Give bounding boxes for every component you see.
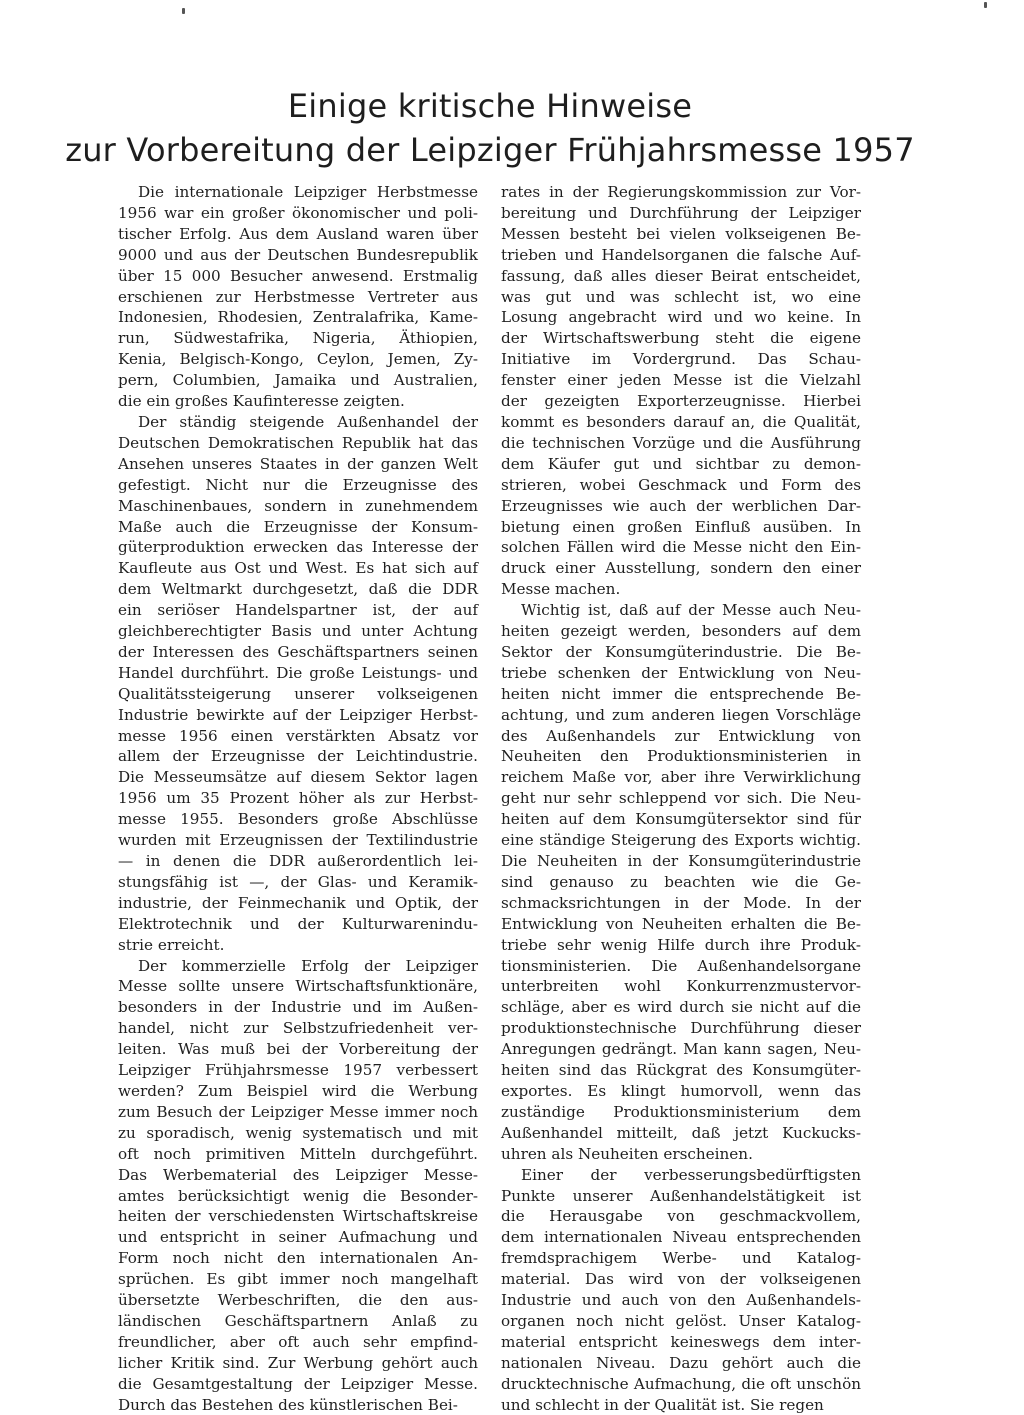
text-line: des Außenhandels zur Entwicklung von <box>501 726 861 745</box>
text-line: material entspricht keineswegs dem inter- <box>501 1332 861 1351</box>
text-line: Losung angebracht wird und wo keine. In <box>501 308 861 327</box>
text-line: heiten auf dem Konsumgütersektor sind für <box>501 810 861 829</box>
text-line: heiten sind das Rückgrat des Konsumgüter- <box>501 1061 861 1080</box>
text-line: Punkte unserer Außenhandelstätigkeit ist <box>501 1186 861 1205</box>
text-line: Initiative im Vordergrund. Das Schau- <box>501 350 861 369</box>
text-line: Anregungen gedrängt. Man kann sagen, Neu- <box>501 1040 861 1059</box>
text-line: exportes. Es klingt humorvoll, wenn das <box>501 1081 861 1100</box>
text-line: druck einer Ausstellung, sondern den einer <box>501 559 861 578</box>
text-line: werden? Zum Beispiel wird die Werbung <box>118 1081 478 1100</box>
text-line: Wichtig ist, daß auf der Messe auch Neu- <box>521 601 861 620</box>
text-line: geht nur sehr schleppend vor sich. Die Neu- <box>501 789 861 808</box>
text-line: freundlicher, aber oft auch sehr empfind- <box>118 1332 478 1351</box>
text-line: Maße auch die Erzeugnisse der Konsum- <box>118 517 478 536</box>
paragraph <box>501 1165 861 1415</box>
text-line: dem Weltmarkt durchgesetzt, daß die DDR <box>118 580 478 599</box>
text-line: messe 1955. Besonders große Abschlüsse <box>118 810 478 829</box>
text-line: schmacksrichtungen in der Mode. In der <box>501 893 861 912</box>
text-line: gleichberechtigter Basis und unter Achtung <box>118 622 478 641</box>
text-line: licher Kritik sind. Zur Werbung gehört auch <box>118 1353 478 1372</box>
text-line: übersetzte Werbeschriften, die den aus- <box>118 1291 478 1310</box>
text-line: zuständige Produktionsministerium dem <box>501 1102 861 1121</box>
text-line: drucktechnische Aufmachung, die oft unschön <box>501 1374 861 1393</box>
text-line: sprüchen. Es gibt immer noch mangelhaft <box>118 1270 478 1289</box>
paragraph <box>118 412 478 956</box>
text-line: Außenhandel mitteilt, daß jetzt Kuckucks- <box>501 1123 861 1142</box>
title-line-2: zur Vorbereitung der Leipziger Frühjahrsmesse 1957 <box>65 131 915 169</box>
paragraph <box>501 182 861 600</box>
text-line: Industrie bewirkte auf der Leipziger Herbst- <box>118 705 478 724</box>
text-line: zu sporadisch, wenig systematisch und mit <box>118 1123 478 1142</box>
text-line: material. Das wird von der volkseigenen <box>501 1270 861 1289</box>
text-line: fremdsprachigem Werbe- und Katalog- <box>501 1249 861 1268</box>
article-title <box>0 84 980 172</box>
text-line: dem Käufer gut und sichtbar zu demon- <box>501 454 861 473</box>
text-line: die technischen Vorzüge und die Ausführung <box>501 433 861 452</box>
text-line: Kenia, Belgisch-Kongo, Ceylon, Jemen, Zy- <box>118 350 478 369</box>
text-line: Industrie und auch von den Außenhandels- <box>501 1291 861 1310</box>
text-line: 1956 war ein großer ökonomischer und poli- <box>118 203 478 222</box>
text-line: Maschinenbaues, sondern in zunehmendem <box>118 496 478 515</box>
text-line: tionsministerien. Die Außenhandelsorgane <box>501 956 861 975</box>
text-line: leiten. Was muß bei der Vorbereitung der <box>118 1040 478 1059</box>
text-line: reichem Maße vor, aber ihre Verwirklichung <box>501 768 861 787</box>
text-line: Messe sollte unsere Wirtschaftsfunktionäre, <box>118 977 478 996</box>
title-line-1: Einige kritische Hinweise <box>287 87 693 125</box>
text-line: güterproduktion erwecken das Interesse der <box>118 538 478 557</box>
paragraph <box>118 182 478 412</box>
text-line: die Gesamtgestaltung der Leipziger Messe. <box>118 1374 478 1393</box>
text-line: stungsfähig ist —, der Glas- und Keramik- <box>118 872 478 891</box>
text-line: uhren als Neuheiten erscheinen. <box>501 1144 753 1163</box>
text-line: Messe machen. <box>501 580 621 599</box>
text-line: handel, nicht zur Selbstzufriedenheit ver- <box>118 1019 478 1038</box>
text-line: ländischen Geschäftspartnern Anlaß zu <box>118 1311 478 1330</box>
text-line: der Interessen des Geschäftspartners seinen <box>118 642 478 661</box>
text-line: strieren, wobei Geschmack und Form des <box>501 475 861 494</box>
text-line: bietung einen großen Einfluß ausüben. In <box>501 517 861 536</box>
text-line: was gut und was schlecht ist, wo eine <box>501 287 861 306</box>
text-line: der Wirtschaftswerbung steht die eigene <box>501 329 861 348</box>
paragraph <box>118 956 478 1415</box>
text-line: trieben und Handelsorganen die falsche Auf- <box>501 245 861 264</box>
text-line: schläge, aber es wird durch sie nicht auf die <box>501 998 861 1017</box>
text-line: dem internationalen Niveau entsprechenden <box>501 1228 861 1247</box>
text-line: bereitung und Durchführung der Leipziger <box>501 203 861 222</box>
text-line: rates in der Regierungskommission zur Vor- <box>501 183 861 201</box>
text-line: nationalen Niveau. Dazu gehört auch die <box>501 1353 861 1372</box>
text-line: run, Südwestafrika, Nigeria, Äthiopien, <box>118 329 478 348</box>
right-column <box>501 182 861 1415</box>
text-line: Das Werbematerial des Leipziger Messe- <box>118 1165 478 1184</box>
text-line: Kaufleute aus Ost und West. Es hat sich auf <box>118 559 478 578</box>
text-line: die Herausgabe von geschmackvollem, <box>501 1207 861 1226</box>
text-line: triebe sehr wenig Hilfe durch ihre Produk- <box>501 935 861 954</box>
text-line: und entspricht in seiner Aufmachung und <box>118 1228 478 1247</box>
text-line: Deutschen Demokratischen Republik hat das <box>118 433 478 452</box>
text-line: organen noch nicht gelöst. Unser Katalog- <box>501 1311 861 1330</box>
text-line: Die internationale Leipziger Herbstmesse <box>138 183 478 201</box>
text-line: gefestigt. Nicht nur die Erzeugnisse des <box>118 475 478 494</box>
text-line: Durch das Bestehen des künstlerischen Bei- <box>118 1395 458 1414</box>
text-line: 1956 um 35 Prozent höher als zur Herbst- <box>118 789 478 808</box>
text-line: produktionstechnische Durchführung dieser <box>501 1019 861 1038</box>
text-line: Entwicklung von Neuheiten erhalten die Be- <box>501 914 861 933</box>
text-line: fassung, daß alles dieser Beirat entscheidet, <box>501 266 861 285</box>
text-line: Qualitätssteigerung unserer volkseigenen <box>118 684 478 703</box>
text-line: strie erreicht. <box>118 935 225 954</box>
text-line: Die Neuheiten in der Konsumgüterindustrie <box>501 852 861 870</box>
text-line: wurden mit Erzeugnissen der Textilindustrie <box>118 831 478 850</box>
text-line: amtes berücksichtigt wenig die Besonder- <box>118 1186 478 1205</box>
text-line: Die Messeumsätze auf diesem Sektor lagen <box>118 768 478 787</box>
text-line: Der kommerzielle Erfolg der Leipziger <box>138 956 478 975</box>
text-line: Einer der verbesserungsbedürftigsten <box>521 1165 861 1184</box>
scan-speck <box>984 2 987 8</box>
text-line: der gezeigten Exporterzeugnisse. Hierbei <box>501 392 861 411</box>
left-column <box>118 182 478 1415</box>
text-line: unterbreiten wohl Konkurrenzmustervor- <box>501 977 861 996</box>
text-line: industrie, der Feinmechanik und Optik, der <box>118 893 478 912</box>
text-line: heiten nicht immer die entsprechende Be- <box>501 684 861 703</box>
text-line: heiten der verschiedensten Wirtschaftskreise <box>118 1207 478 1226</box>
text-line: Leipziger Frühjahrsmesse 1957 verbessert <box>118 1061 478 1080</box>
text-line: 9000 und aus der Deutschen Bundesrepublik <box>118 245 478 264</box>
text-line: Erzeugnisses wie auch der werblichen Dar- <box>501 496 861 515</box>
text-line: besonders in der Industrie und im Außen- <box>118 998 478 1017</box>
paragraph <box>501 600 861 1164</box>
text-line: Messen besteht bei vielen volkseigenen Be- <box>501 224 861 243</box>
text-line: Indonesien, Rhodesien, Zentralafrika, Kame- <box>118 308 478 327</box>
text-line: Neuheiten den Produktionsministerien in <box>501 747 861 766</box>
text-line: allem der Erzeugnisse der Leichtindustrie. <box>118 747 478 766</box>
text-line: sind genauso zu beachten wie die Ge- <box>501 872 861 891</box>
scan-speck <box>182 8 185 14</box>
text-line: und schlecht in der Qualität ist. Sie regen <box>501 1395 824 1414</box>
text-line: ein seriöser Handelspartner ist, der auf <box>118 601 478 620</box>
text-line: die ein großes Kaufinteresse zeigten. <box>118 392 405 411</box>
text-line: eine ständige Steigerung des Exports wichtig. <box>501 831 861 850</box>
text-line: Sektor der Konsumgüterindustrie. Die Be- <box>501 642 861 661</box>
text-line: Ansehen unseres Staates in der ganzen Welt <box>118 454 478 473</box>
text-line: achtung, und zum anderen liegen Vorschläge <box>501 705 861 724</box>
text-line: solchen Fällen wird die Messe nicht den Ein- <box>501 538 861 557</box>
text-line: oft noch primitiven Mitteln durchgeführt. <box>118 1144 478 1163</box>
text-line: triebe schenken der Entwicklung von Neu- <box>501 663 861 682</box>
text-line: heiten gezeigt werden, besonders auf dem <box>501 622 861 641</box>
text-line: Elektrotechnik und der Kulturwarenindu- <box>118 914 478 933</box>
text-line: — in denen die DDR außerordentlich lei- <box>118 852 478 870</box>
text-line: Form noch nicht den internationalen An- <box>118 1249 478 1268</box>
text-line: über 15 000 Besucher anwesend. Erstmalig <box>118 266 478 285</box>
text-line: Handel durchführt. Die große Leistungs- und <box>118 663 478 682</box>
text-line: pern, Columbien, Jamaika und Australien, <box>118 371 478 390</box>
text-line: erschienen zur Herbstmesse Vertreter aus <box>118 287 478 306</box>
text-line: Der ständig steigende Außenhandel der <box>138 412 478 431</box>
text-line: fenster einer jeden Messe ist die Vielzahl <box>501 371 861 390</box>
text-line: zum Besuch der Leipziger Messe immer noch <box>118 1102 478 1121</box>
text-line: messe 1956 einen verstärkten Absatz vor <box>118 726 478 745</box>
text-line: tischer Erfolg. Aus dem Ausland waren über <box>118 224 478 243</box>
text-line: kommt es besonders darauf an, die Qualität, <box>501 412 861 431</box>
